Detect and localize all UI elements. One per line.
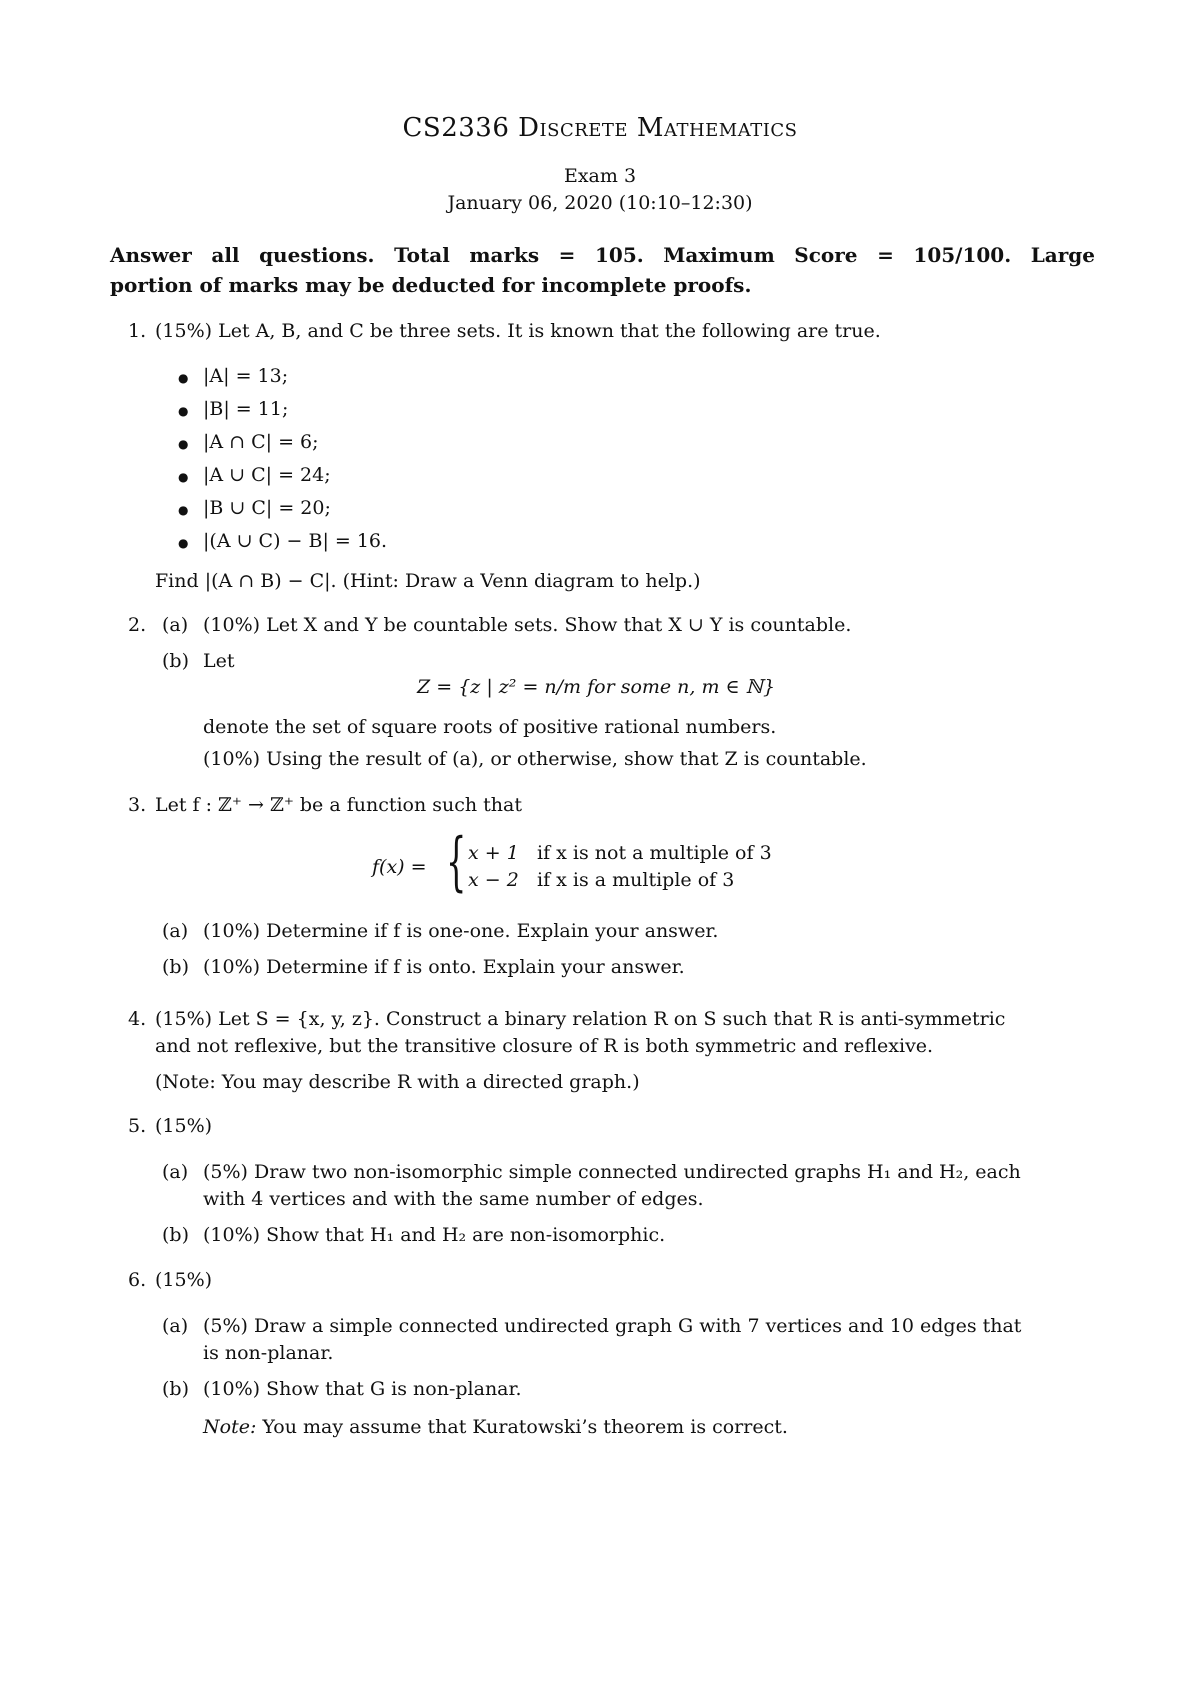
q3-text: Let f : ℤ⁺ → ℤ⁺ be a function such that	[155, 794, 523, 816]
q4-note: (Note: You may describe R with a directed graph.)	[155, 1071, 640, 1093]
q6-b-text: (10%) Show that G is non-planar.	[203, 1378, 522, 1400]
q2-b-label: (b)	[162, 650, 189, 672]
q4-number: 4.	[128, 1008, 147, 1030]
q3-a-label: (a)	[162, 920, 189, 942]
q2-b-text: Let	[203, 650, 235, 672]
q5-number: 5.	[128, 1115, 147, 1137]
q3-a-text: (10%) Determine if f is one-one. Explain your answer.	[203, 920, 719, 942]
q5-b-text: (10%) Show that H₁ and H₂ are non-isomorphic.	[203, 1224, 666, 1246]
q1-text: (15%) Let A, B, and C be three sets. It is known that the following are true.	[155, 320, 881, 342]
q3-case1-cond: if x is not a multiple of 3	[537, 842, 772, 864]
q6-note	[203, 1416, 788, 1438]
bullet-icon: ●	[178, 371, 189, 385]
q3-b-label: (b)	[162, 956, 189, 978]
q2-b-task: (10%) Using the result of (a), or otherwise, show that Z is countable.	[203, 748, 867, 770]
q1-bullet-6: |(A ∪ C) − B| = 16.	[203, 530, 388, 552]
bullet-icon: ●	[178, 404, 189, 418]
q3-b-text: (10%) Determine if f is onto. Explain your answer.	[203, 956, 685, 978]
q2-a-text: (10%) Let X and Y be countable sets. Show that X ∪ Y is countable.	[203, 614, 852, 636]
q2-number: 2.	[128, 614, 147, 636]
instructions-line-2: portion of marks may be deducted for incomplete proofs.	[110, 273, 752, 297]
q1-bullet-5: |B ∪ C| = 20;	[203, 497, 331, 519]
q1-bullet-1: |A| = 13;	[203, 365, 289, 387]
q2-a-label: (a)	[162, 614, 189, 636]
instructions	[110, 240, 1095, 300]
q5-a-line-2: with 4 vertices and with the same number of edges.	[203, 1188, 704, 1210]
q5-a-label: (a)	[162, 1161, 189, 1183]
q2-b-desc: denote the set of square roots of positive rational numbers.	[203, 716, 777, 738]
q5-marks: (15%)	[155, 1115, 213, 1137]
q3-number: 3.	[128, 794, 147, 816]
bullet-icon: ●	[178, 470, 189, 484]
q6-marks: (15%)	[155, 1269, 213, 1291]
bullet-icon: ●	[178, 437, 189, 451]
q3-lhs: f(x) =	[372, 856, 427, 878]
q4-line-2: and not reflexive, but the transitive closure of R is both symmetric and reflexive.	[155, 1035, 934, 1057]
q1-find: Find |(A ∩ B) − C|. (Hint: Draw a Venn diagram to help.)	[155, 570, 701, 592]
q1-bullet-4: |A ∪ C| = 24;	[203, 464, 331, 486]
q1-number: 1.	[128, 320, 147, 342]
q2-b-formula: Z = {z | z² = n/m for some n, m ∈ ℕ}	[417, 676, 776, 698]
bullet-icon: ●	[178, 503, 189, 517]
q1-bullet-3: |A ∩ C| = 6;	[203, 431, 319, 453]
exam-date: January 06, 2020 (10:10–12:30)	[447, 192, 753, 214]
q6-b-label: (b)	[162, 1378, 189, 1400]
q3-case2-cond: if x is a multiple of 3	[537, 869, 735, 891]
exam-number: Exam 3	[563, 165, 637, 187]
q6-note-label: Note:	[203, 1416, 257, 1438]
q5-b-label: (b)	[162, 1224, 189, 1246]
q6-a-label: (a)	[162, 1315, 189, 1337]
q6-number: 6.	[128, 1269, 147, 1291]
left-brace-icon: {	[446, 825, 467, 899]
q5-a-line-1: (5%) Draw two non-isomorphic simple connected undirected graphs H₁ and H₂, each	[203, 1161, 1021, 1183]
q3-case2-expr: x − 2	[468, 869, 519, 891]
q3-case1-expr: x + 1	[468, 842, 519, 864]
q1-bullet-2: |B| = 11;	[203, 398, 289, 420]
q6-a-line-2: is non-planar.	[203, 1342, 334, 1364]
instructions-line-1: Answer all questions. Total marks = 105. Maximum Score = 105/100. Large	[110, 243, 1095, 267]
page-title: CS2336 Discrete Mathematics	[402, 113, 798, 143]
q4-line-1: (15%) Let S = {x, y, z}. Construct a binary relation R on S such that R is anti-symmetric	[155, 1008, 1006, 1030]
q6-a-line-1: (5%) Draw a simple connected undirected graph G with 7 vertices and 10 edges that	[203, 1315, 1022, 1337]
bullet-icon: ●	[178, 536, 189, 550]
q6-note-text: You may assume that Kuratowski’s theorem is correct.	[262, 1416, 788, 1438]
